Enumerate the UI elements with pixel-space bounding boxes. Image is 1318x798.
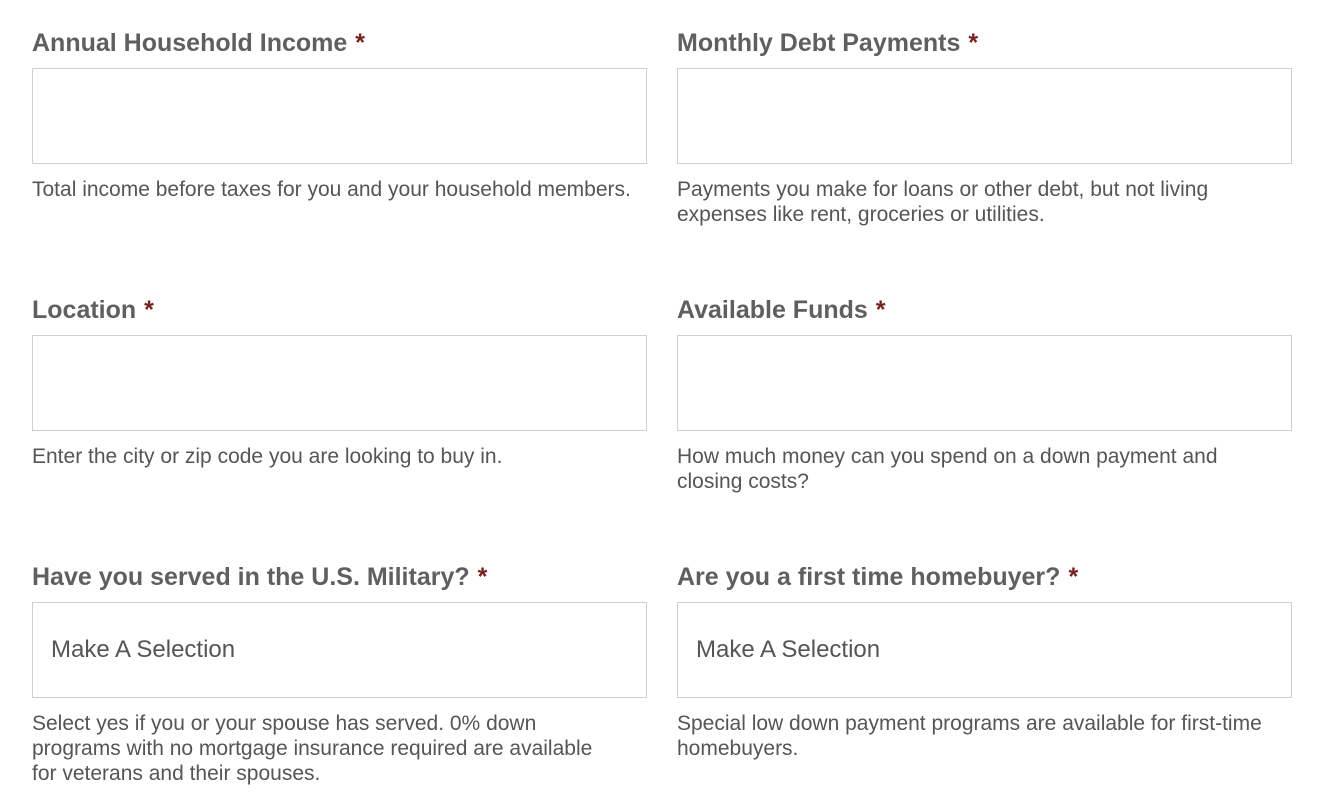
monthly-debt-payments-field [677,25,1292,226]
location-label [32,292,647,328]
location-input[interactable] [32,335,647,431]
available-funds-input[interactable] [677,335,1292,431]
required-marker: * [968,29,979,57]
field-label-text: Are you a first time homebuyer? [677,563,1061,591]
military-service-field [32,559,647,785]
available-funds-field [677,292,1292,493]
first-time-homebuyer-label [677,559,1292,595]
required-marker: * [355,29,366,57]
field-label-text: Location [32,296,137,324]
monthly-debt-payments-label [677,25,1292,61]
location-field [32,292,647,468]
military-service-selected-value: Make A Selection [51,636,236,663]
annual-household-income-label [32,25,647,61]
required-marker: * [1068,563,1079,591]
first-time-homebuyer-selected-value: Make A Selection [696,636,881,663]
first-time-homebuyer-field [677,559,1292,760]
monthly-debt-payments-help: Payments you make for loans or other debt, but not living expenses like rent, groceries or utilities. [677,178,1209,226]
required-marker: * [144,296,154,324]
required-marker: * [477,563,488,591]
field-label-text: Annual Household Income [32,29,348,57]
military-service-label [32,559,647,595]
military-service-select[interactable] [32,602,647,698]
available-funds-help: How much money can you spend on a down payment and closing costs? [677,445,1218,493]
annual-household-income-field [32,25,647,201]
field-label-text: Available Funds [677,296,868,324]
available-funds-label [677,292,1292,328]
monthly-debt-payments-input[interactable] [677,68,1292,164]
first-time-homebuyer-select[interactable] [677,602,1292,698]
first-time-homebuyer-help: Special low down payment programs are available for first-time homebuyers. [677,712,1262,760]
required-marker: * [875,296,886,324]
field-label-text: Monthly Debt Payments [677,29,961,57]
military-service-help: Select yes if you or your spouse has served. 0% down programs with no mortgage insurance required are available for veterans and their spouses. [32,712,593,785]
annual-household-income-input[interactable] [32,68,647,164]
location-help: Enter the city or zip code you are looking to buy in. [32,445,503,468]
field-label-text: Have you served in the U.S. Military? [32,563,470,591]
annual-household-income-help: Total income before taxes for you and your household members. [32,178,631,201]
